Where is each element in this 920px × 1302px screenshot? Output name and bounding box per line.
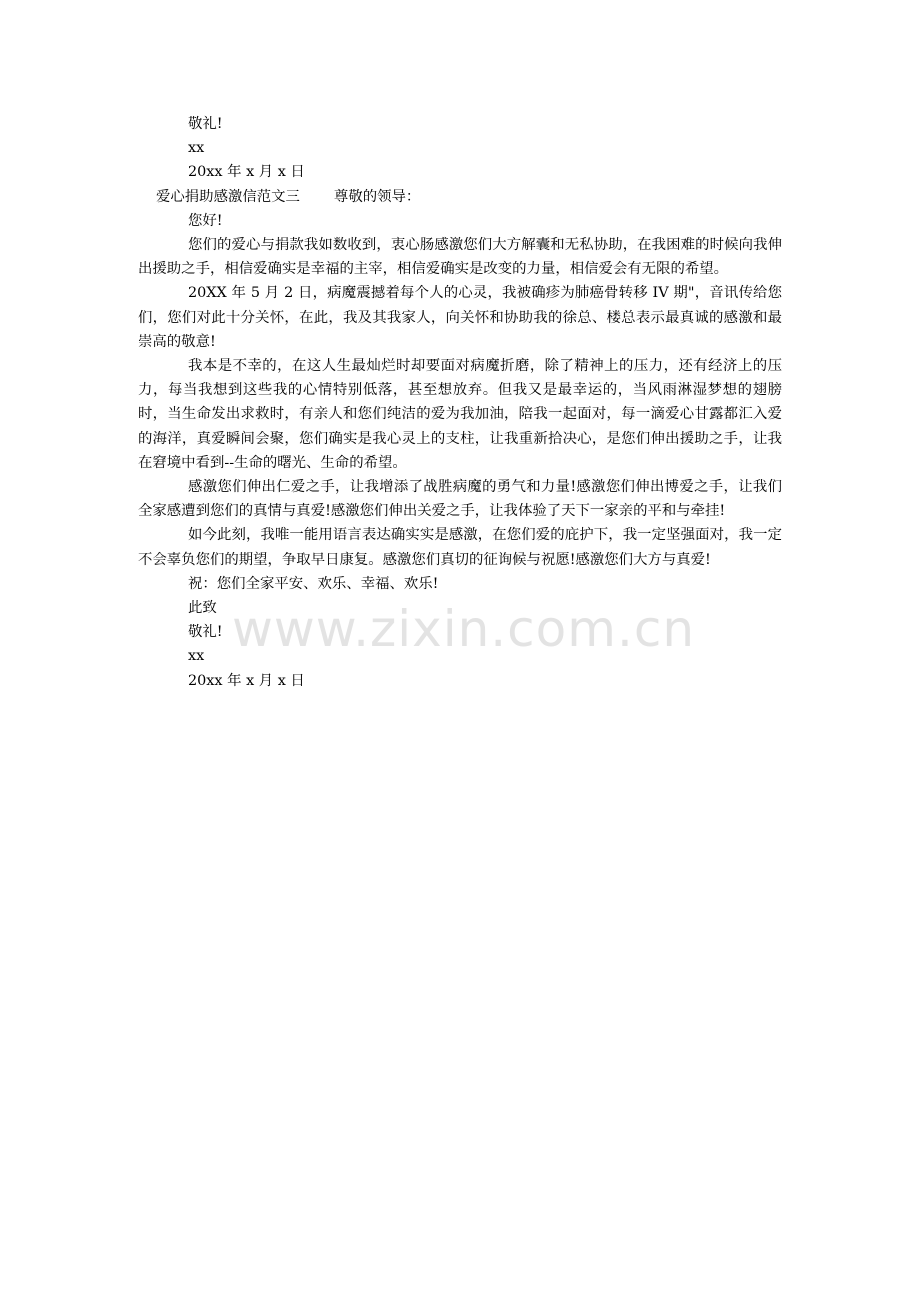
paragraph-2: 20XX 年 5 月 2 日，病魔震撼着每个人的心灵，我被确疹为肺癌骨转移 IV 期"，音讯传给您们，您们对此十分关怀，在此，我及其我家人，向关怀和协助我的徐总、楼总表示最真诚的感激和最崇高的敬意!	[138, 285, 782, 350]
letter-title: 爱心捐助感激信范文三	[156, 188, 300, 205]
letter-closing-1: 此致	[188, 600, 217, 617]
top-signer: xx	[188, 140, 205, 157]
top-salutation: 敬礼!	[188, 116, 223, 132]
letter-heading-row	[138, 185, 782, 209]
letter-date: 20xx 年 x 月 x 日	[188, 672, 305, 689]
watermark: www.zixin.com.cn	[232, 600, 696, 658]
paragraph-5: 如今此刻，我唯一能用语言表达确实实是感激，在您们爱的庇护下，我一定坚强面对，我一定不会辜负您们的期望，争取早日康复。感激您们真切的征询候与祝愿!感激您们大方与真爱!	[138, 527, 782, 568]
letter-signer: xx	[188, 648, 205, 665]
top-date: 20xx 年 x 月 x 日	[188, 164, 305, 181]
paragraph-1: 您们的爱心与捐款我如数收到，衷心肠感激您们大方解囊和无私协助，在我困难的时候向我伸出援助之手，相信爱确实是幸福的主宰，相信爱确实是改变的力量，相信爱会有无限的希望。	[138, 237, 782, 278]
letter-wish: 祝：您们全家平安、欢乐、幸福、欢乐!	[188, 575, 439, 592]
letter-closing-2: 敬礼!	[188, 624, 223, 641]
letter-body	[138, 112, 782, 693]
letter-greeting: 您好!	[188, 212, 223, 229]
paragraph-4: 感激您们伸出仁爱之手，让我增添了战胜病魔的勇气和力量!感激您们伸出博爱之手，让我们全家感遭到您们的真情与真爱!感激您们伸出关爱之手，让我体验了天下一家亲的平和与牵挂!	[138, 479, 782, 520]
paragraph-3: 我本是不幸的，在这人生最灿烂时却要面对病魔折磨，除了精神上的压力，还有经济上的压力，每当我想到这些我的心情特别低落，甚至想放弃。但我又是最幸运的，当风雨淋湿梦想的翅膀时，当生命发出求救时，有亲人和您们纯洁的爱为我加油，陪我一起面对，每一滴爱心甘露都汇入爱的海洋，真爱瞬间会聚，您们确实是我心灵上的支柱，让我重新拾决心，是您们伸出援助之手，让我在窘境中看到--生命的曙光、生命的希望。	[138, 358, 782, 471]
letter-recipient: 尊敬的领导：	[333, 188, 421, 205]
